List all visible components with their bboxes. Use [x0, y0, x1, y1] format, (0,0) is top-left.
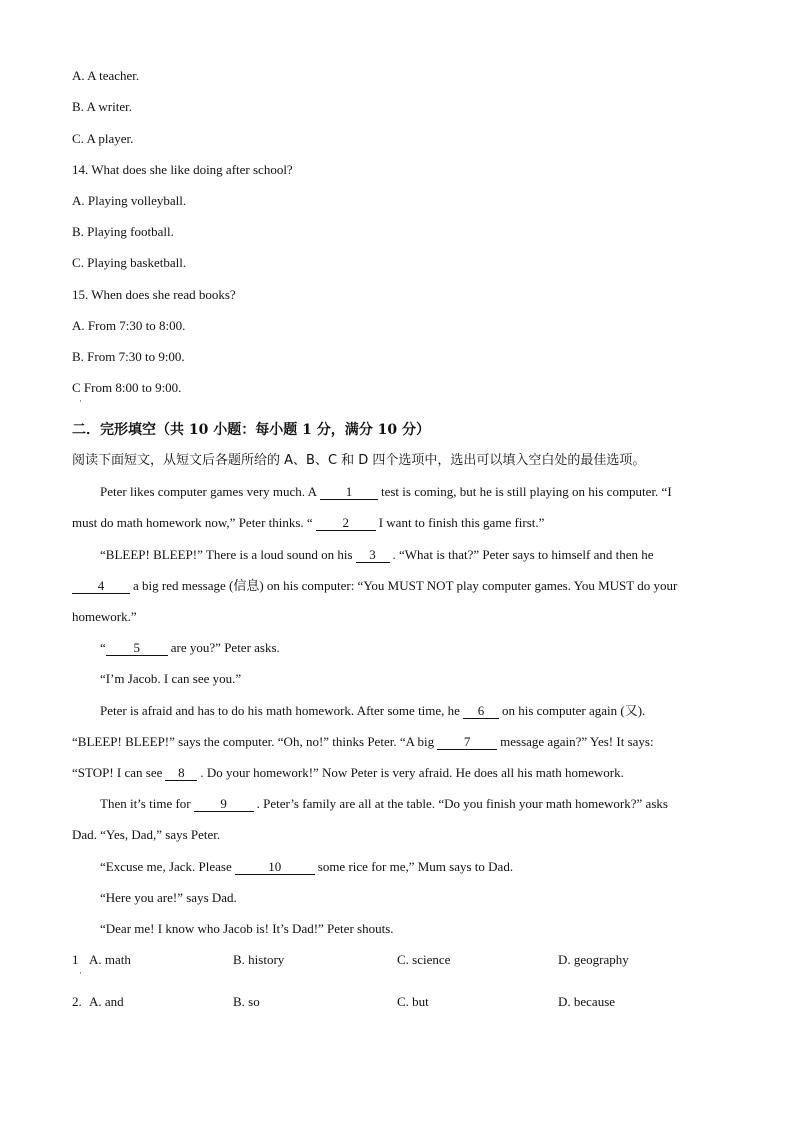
passage-text: some rice for me,” Mum says to Dad.: [317, 859, 514, 874]
cloze-option-b: B. history: [233, 952, 285, 967]
section-2-title: 二．完形填空（共 10 小题：每小题 1 分，满分 10 分）: [72, 422, 430, 438]
q15-option-c: C From 8:00 to 9:00.: [72, 380, 182, 395]
passage-line-3: [100, 546, 654, 564]
passage-line-6: [100, 639, 280, 657]
question-number: 2.: [72, 994, 82, 1009]
blank-5: 5: [106, 640, 168, 656]
passage-line-5: homework.”: [72, 609, 137, 624]
passage-text: must do math homework now,” Peter thinks. “: [72, 515, 313, 530]
passage-line-12: Dad. “Yes, Dad,” says Peter.: [72, 827, 221, 842]
option-c: C. A player.: [72, 131, 134, 146]
cloze-option-b: B. so: [233, 994, 260, 1009]
q14-option-c: C. Playing basketball.: [72, 255, 187, 270]
question-14-stem: 14. What does she like doing after school?: [72, 162, 293, 177]
question-15-stem: 15. When does she read books?: [72, 287, 236, 302]
passage-text: I want to finish this game first.”: [378, 515, 545, 530]
passage-line-4: [72, 577, 677, 595]
passage-text: . Peter’s family are all at the table. “Do you finish your math homework?” asks: [256, 796, 668, 811]
passage-text: “: [100, 640, 106, 655]
passage-line-8: [100, 702, 645, 720]
passage-line-7: “I’m Jacob. I can see you.”: [100, 671, 242, 686]
passage-line-10: [72, 764, 624, 782]
blank-6: 6: [463, 703, 499, 719]
passage-text: Then it’s time for: [100, 796, 191, 811]
passage-text: a big red message (信息) on his computer: “You MUST NOT play computer games. You MUST do your: [133, 578, 678, 593]
passage-text: . “What is that?” Peter says to himself and then he: [392, 547, 654, 562]
passage-text: “BLEEP! BLEEP!” says the computer. “Oh, no!” thinks Peter. “A big: [72, 734, 435, 749]
cloze-question-2: [72, 993, 723, 1011]
blank-3: 3: [356, 547, 390, 563]
q14-option-b: B. Playing football.: [72, 224, 174, 239]
section-2-instruction: 阅读下面短文，从短文后各题所给的 A、B、C 和 D 四个选项中，选出可以填入空白处的最佳选项。: [72, 453, 646, 468]
cloze-option-d: D. because: [558, 994, 616, 1009]
question-number: 1: [72, 952, 79, 967]
passage-line-9: [72, 733, 654, 751]
passage-line-2: [72, 514, 544, 532]
blank-1: 1: [320, 484, 378, 500]
cloze-option-c: C. but: [397, 994, 429, 1009]
q14-option-a: A. Playing volleyball.: [72, 193, 187, 208]
passage-text: on his computer again (又).: [501, 703, 646, 718]
passage-line-14: “Here you are!” says Dad.: [100, 890, 237, 905]
passage-text: . Do your homework!” Now Peter is very afraid. He does all his math homework.: [200, 765, 624, 780]
blank-7: 7: [437, 734, 497, 750]
passage-line-15: “Dear me! I know who Jacob is! It’s Dad!” Peter shouts.: [100, 921, 394, 936]
q15-option-b: B. From 7:30 to 9:00.: [72, 349, 185, 364]
stray-dot: ·: [79, 968, 82, 978]
passage-text: are you?” Peter asks.: [170, 640, 280, 655]
blank-8: 8: [165, 765, 197, 781]
passage-text: “Excuse me, Jack. Please: [100, 859, 232, 874]
blank-9: 9: [194, 796, 254, 812]
cloze-option-c: C. science: [397, 952, 451, 967]
cloze-option-a: A. and: [89, 994, 124, 1009]
passage-text: test is coming, but he is still playing on his computer. “I: [380, 484, 672, 499]
cloze-question-1: [72, 951, 723, 969]
blank-4: 4: [72, 578, 130, 594]
passage-text: Peter is afraid and has to do his math homework. After some time, he: [100, 703, 460, 718]
passage-text: “BLEEP! BLEEP!” There is a loud sound on his: [100, 547, 353, 562]
stray-dot: ·: [79, 396, 82, 406]
cloze-option-a: A. math: [89, 952, 131, 967]
blank-2: 2: [316, 515, 376, 531]
option-b: B. A writer.: [72, 99, 132, 114]
passage-text: Peter likes computer games very much. A: [100, 484, 317, 499]
passage-line-13: [100, 858, 513, 876]
cloze-option-d: D. geography: [558, 952, 629, 967]
passage-line-1: [100, 483, 723, 501]
passage-line-11: [100, 795, 668, 813]
blank-10: 10: [235, 859, 315, 875]
passage-text: “STOP! I can see: [72, 765, 163, 780]
q15-option-a: A. From 7:30 to 8:00.: [72, 318, 186, 333]
option-a: A. A teacher.: [72, 68, 140, 83]
passage-text: message again?” Yes! It says:: [500, 734, 654, 749]
